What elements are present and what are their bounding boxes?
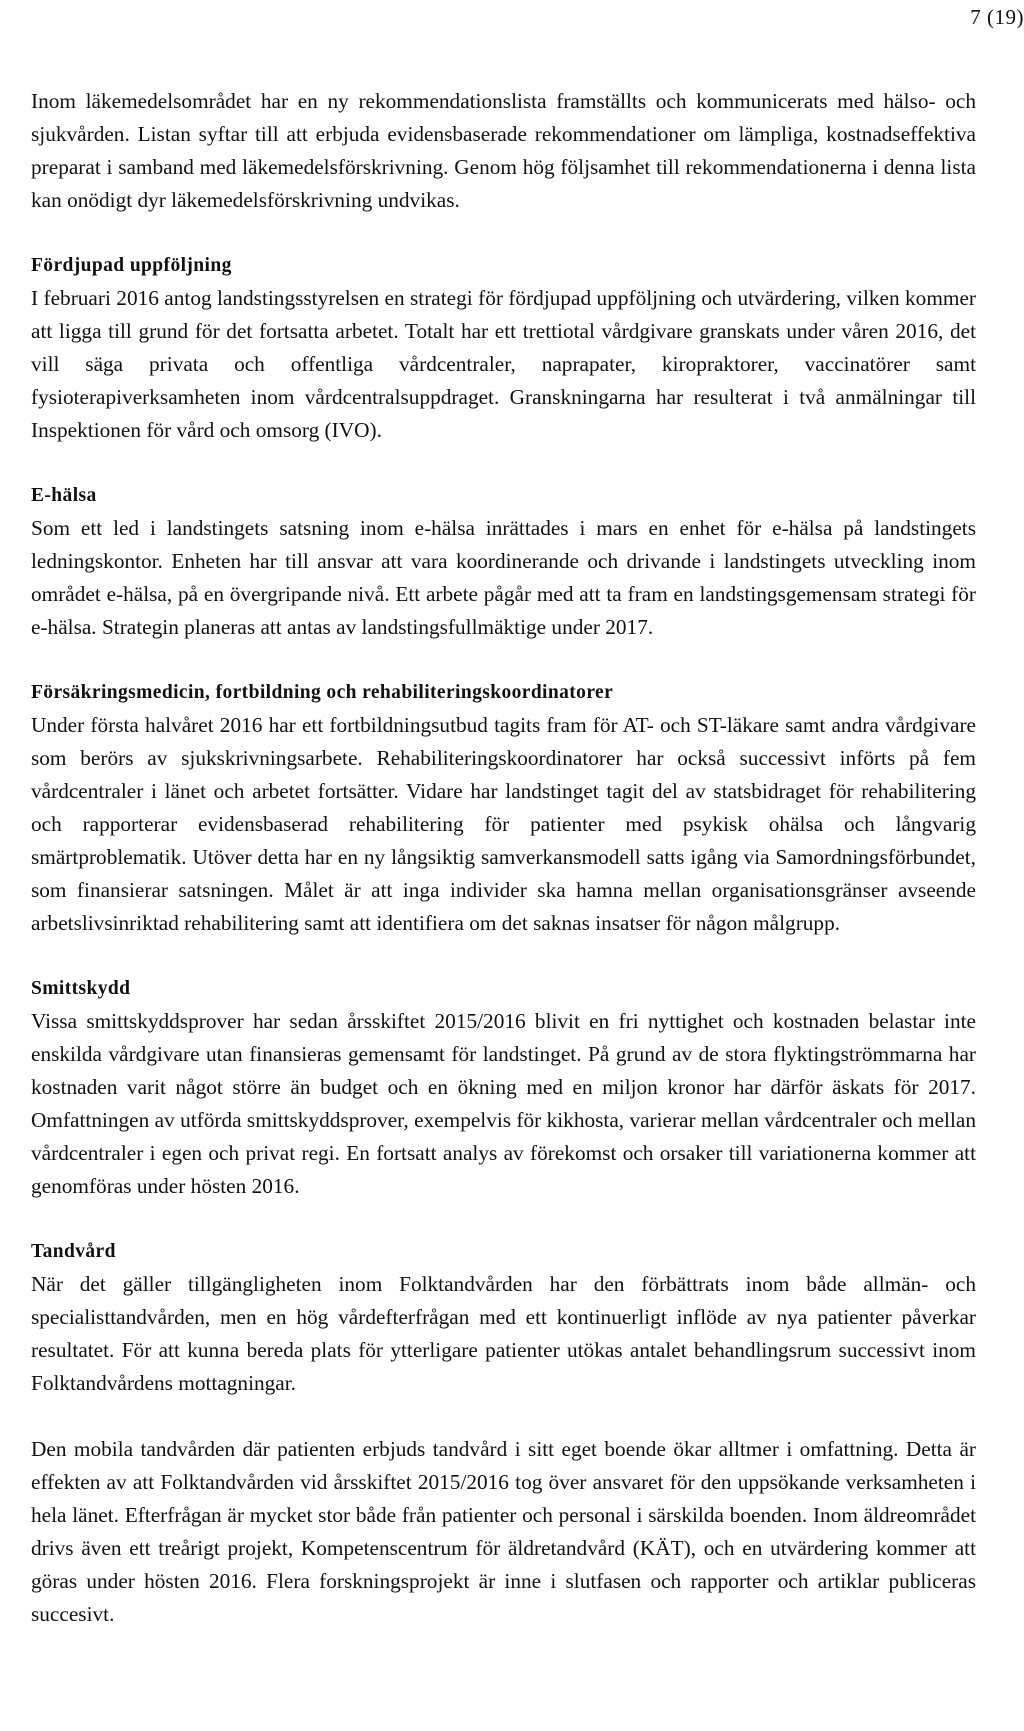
intro-paragraph: Inom läkemedelsområdet har en ny rekommendationslista framställts och kommunicerats med hälso- och sjukvården. Listan syftar till att erbjuda evidensbaserade rekommendationer om lämpliga, kostnadseffektiva preparat i samband med läkemedelsförskrivning. Genom hög följsamhet till rekommendationerna i denna lista kan onödigt dyr läkemedelsförskrivning undvikas.	[31, 89, 976, 212]
document-body	[31, 85, 976, 1631]
page-number: 7 (19)	[970, 5, 1024, 29]
section-heading: Smittskydd	[31, 978, 131, 999]
section-heading: E-hälsa	[31, 485, 97, 506]
section-paragraph: Under första halvåret 2016 har ett fortbildningsutbud tagits fram för AT- och ST-läkare samt andra vårdgivare som berörs av sjukskrivningsarbete. Rehabiliteringskoordinatorer har också successivt införts på fem vårdcentraler i länet och arbetet fortsätter. Vidare har landstinget tagit del av statsbidraget för rehabilitering och rapporterar evidensbaserad rehabilitering för patienter med psykisk ohälsa och långvarig smärtproblematik. Utöver detta har en ny långsiktig samverkansmodell satts igång via Samordningsförbundet, som finansierar satsningen. Målet är att inga individer ska hamna mellan organisationsgränser avseende arbetslivsinriktad rehabilitering samt att identifiera om det saknas insatser för någon målgrupp.	[31, 713, 976, 935]
section-paragraph: Som ett led i landstingets satsning inom e-hälsa inrättades i mars en enhet för e-hälsa på landstingets ledningskontor. Enheten har till ansvar att vara koordinerande och drivande i landstingets utveckling inom området e-hälsa, på en övergripande nivå. Ett arbete pågår med att ta fram en landstingsgemensam strategi för e-hälsa. Strategin planeras att antas av landstingsfullmäktige under 2017.	[31, 516, 976, 639]
section-fordjupad-uppfoljning	[31, 250, 976, 447]
section-tandvard	[31, 1236, 976, 1631]
section-smittskydd	[31, 973, 976, 1203]
section-paragraph: Vissa smittskyddsprover har sedan årsskiftet 2015/2016 blivit en fri nyttighet och kostnaden belastar inte enskilda vårdgivare utan finansieras gemensamt för landstinget. På grund av de stora flyktingströmmarna har kostnaden varit något större än budget och en ökning med en miljon kronor har därför äskats för 2017. Omfattningen av utförda smittskyddsprover, exempelvis för kikhosta, varierar mellan vårdcentraler och mellan vårdcentraler i egen och privat regi. En fortsatt analys av förekomst och orsaker till variationerna kommer att genomföras under hösten 2016.	[31, 1009, 976, 1198]
section-heading: Fördjupad uppföljning	[31, 255, 232, 276]
section-heading: Försäkringsmedicin, fortbildning och rehabiliteringskoordinatorer	[31, 682, 614, 703]
section-heading: Tandvård	[31, 1241, 116, 1262]
section-paragraph: I februari 2016 antog landstingsstyrelsen en strategi för fördjupad uppföljning och utvärdering, vilken kommer att ligga till grund för det fortsatta arbetet. Totalt har ett trettiotal vårdgivare granskats under våren 2016, det vill säga privata och offentliga vårdcentraler, naprapater, kiropraktorer, vaccinatörer samt fysioterapiverksamheten inom vårdcentralsuppdraget. Granskningarna har resulterat i två anmälningar till Inspektionen för vård och omsorg (IVO).	[31, 286, 976, 442]
section-paragraph: När det gäller tillgängligheten inom Folktandvården har den förbättrats inom både allmän- och specialisttandvården, men en hög vårdefterfrågan med ett kontinuerligt inflöde av nya patienter påverkar resultatet. För att kunna bereda plats för ytterligare patienter utökas antalet behandlingsrum successivt inom Folktandvårdens mottagningar.	[31, 1272, 976, 1395]
section-forsakringsmedicin	[31, 677, 976, 940]
section-paragraph: Den mobila tandvården där patienten erbjuds tandvård i sitt eget boende ökar alltmer i omfattning. Detta är effekten av att Folktandvården vid årsskiftet 2015/2016 tog över ansvaret för den uppsökande verksamheten i hela länet. Efterfrågan är mycket stor både från patienter och personal i särskilda boenden. Inom äldreområdet drivs även ett treårigt projekt, Kompetenscentrum för äldretandvård (KÄT), och en utvärdering kommer att göras under hösten 2016. Flera forskningsprojekt är inne i slutfasen och rapporter och artiklar publiceras succesivt.	[31, 1437, 976, 1626]
section-e-halsa	[31, 480, 976, 644]
